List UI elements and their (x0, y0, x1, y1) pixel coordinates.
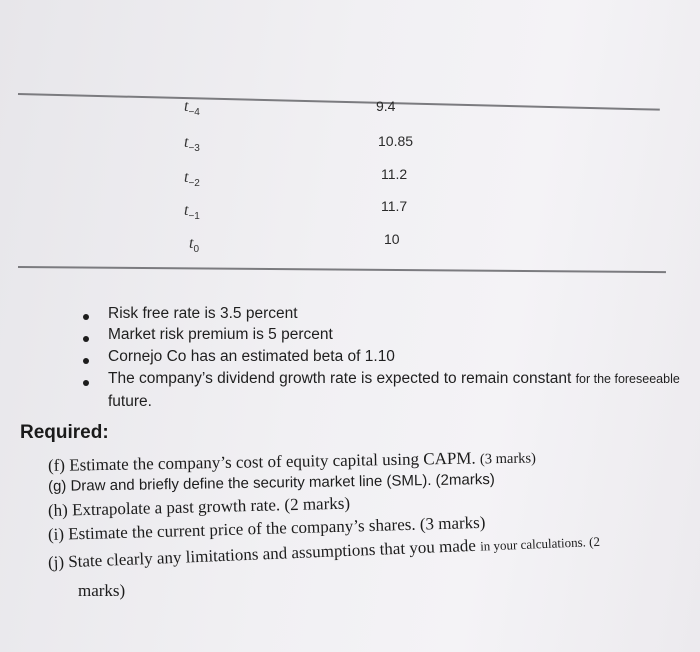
time-label: $t_0$ (189, 235, 200, 256)
table-bottom-rule (18, 266, 666, 273)
time-label: $t_{-2}$ (184, 169, 200, 190)
time-label: $t_{-4}$ (184, 98, 200, 119)
bullet-dot (83, 314, 89, 320)
list-item-continuation: future. (108, 393, 152, 410)
question-j: (j) State clearly any limitations and assumptions that you made in your calculations. (2 (47, 533, 601, 572)
question-i: (i) Estimate the current price of the company’s shares. (3 marks) (47, 512, 486, 544)
table-value: 11.7 (381, 198, 408, 214)
bullet-dot (83, 358, 89, 364)
bullet-dot (83, 380, 89, 386)
question-h: (h) Extrapolate a past growth rate. (2 marks) (47, 493, 351, 520)
table-value: 9.4 (376, 98, 396, 114)
question-g: (g) Draw and briefly define the security market line (SML). (2marks) (47, 470, 495, 495)
table-top-rule (18, 93, 660, 111)
list-item: Market risk premium is 5 percent (108, 326, 333, 343)
list-item: Risk free rate is 3.5 percent (108, 305, 298, 322)
table-value: 10 (384, 231, 400, 247)
question-j-continuation: marks) (78, 581, 126, 600)
list-item: The company’s dividend growth rate is expected to remain constant for the foreseeable (108, 370, 680, 387)
list-item: Cornejo Co has an estimated beta of 1.10 (108, 348, 395, 365)
question-f: (f) Estimate the company’s cost of equity capital using CAPM. (3 marks) (47, 448, 537, 475)
time-label: $t_{-1}$ (184, 202, 200, 223)
table-value: 11.2 (381, 166, 408, 182)
required-heading: Required: (20, 422, 109, 443)
time-label: $t_{-3}$ (184, 134, 200, 155)
bullet-dot (83, 336, 89, 342)
table-value: 10.85 (378, 133, 414, 149)
